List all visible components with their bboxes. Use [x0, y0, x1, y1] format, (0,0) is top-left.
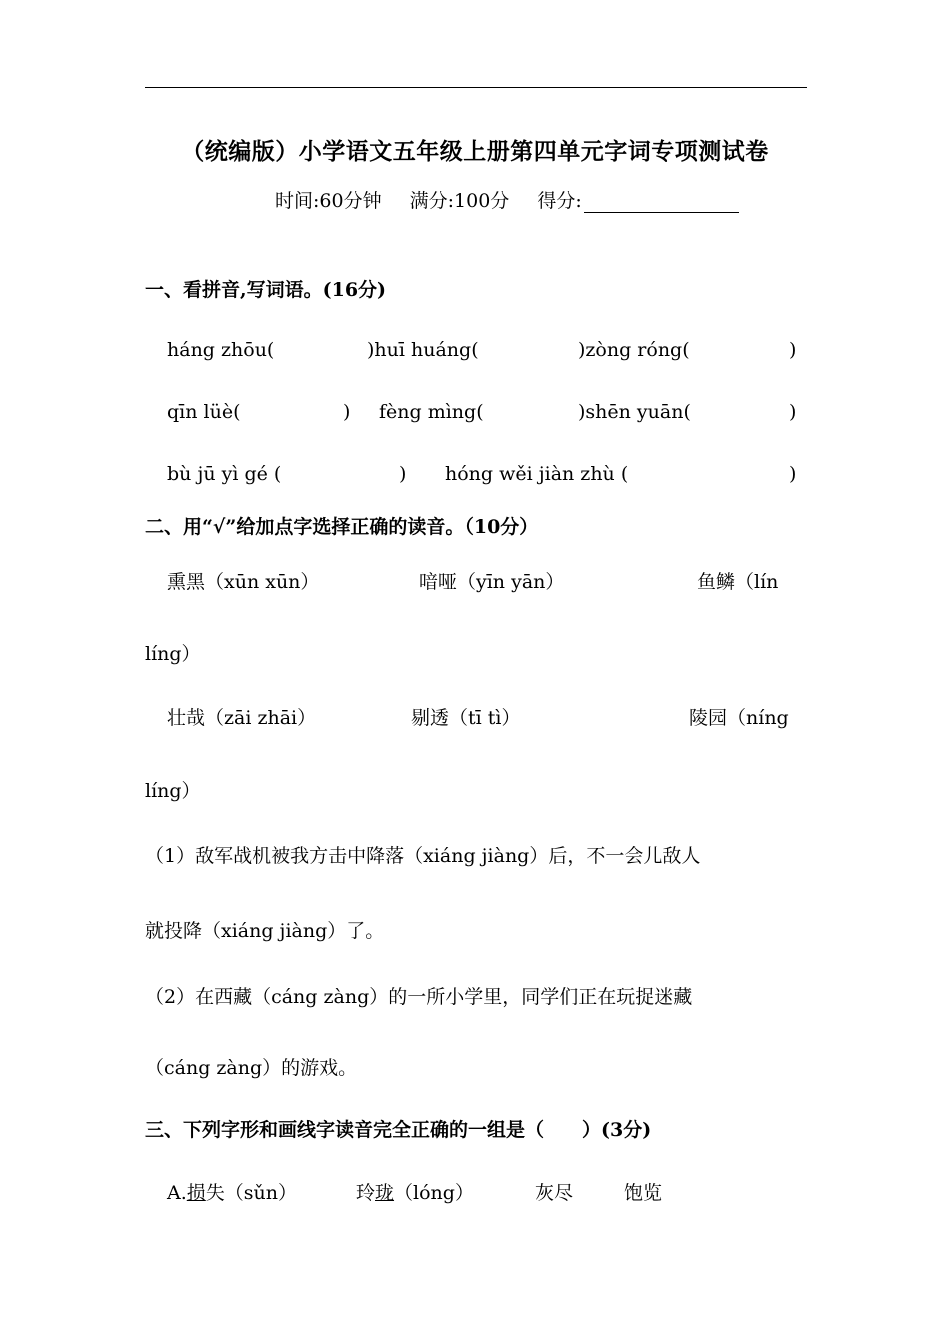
- reading-choice[interactable]: 陵园（níng: [689, 707, 789, 729]
- top-rule: [145, 87, 807, 88]
- pinyin-item: ): [789, 339, 797, 361]
- pinyin-item: )zòng róng(: [578, 339, 690, 361]
- sentence-1-line1: （1）敌军战机被我方击中降落（xiáng jiàng）后，不一会儿敌人: [145, 845, 701, 867]
- option-a-word2-rest: （lóng）: [394, 1182, 474, 1204]
- option-a-word4: 饱览: [624, 1182, 663, 1204]
- pinyin-item: ): [343, 401, 351, 423]
- reading-choice[interactable]: 鱼鳞（lín: [697, 571, 779, 593]
- option-a[interactable]: [167, 1178, 297, 1205]
- section3-heading: 三、下列字形和画线字读音完全正确的一组是（ ）(3分): [145, 1119, 652, 1141]
- exam-meta: [275, 186, 761, 213]
- full-score: 满分:100分: [409, 190, 510, 212]
- pinyin-item: ): [789, 401, 797, 423]
- sentence-1-line2: 就投降（xiáng jiàng）了。: [145, 920, 385, 942]
- option-a-word3: 灰尽: [535, 1182, 574, 1204]
- underlined-char: 珑: [375, 1182, 395, 1204]
- pinyin-item: hóng wěi jiàn zhù (: [445, 463, 629, 485]
- reading-choice-wrap: líng）: [145, 643, 201, 665]
- sentence-2-line2: （cáng zàng）的游戏。: [145, 1057, 358, 1079]
- option-a-word2-pre: 玲: [356, 1182, 376, 1204]
- pinyin-item: fèng mìng(: [379, 401, 484, 423]
- option-a-word2: [356, 1178, 474, 1205]
- pinyin-item: )huī huáng(: [367, 339, 479, 361]
- time-limit: 时间:60分钟: [275, 190, 382, 212]
- section2-heading: 二、用“√”给加点字选择正确的读音。（10分）: [145, 516, 539, 538]
- pinyin-item: ): [789, 463, 797, 485]
- underlined-char: 损: [186, 1182, 206, 1204]
- sentence-2-line1: （2）在西藏（cáng zàng）的一所小学里，同学们正在玩捉迷藏: [145, 986, 693, 1008]
- reading-choice[interactable]: 壮哉（zāi zhāi）: [167, 707, 317, 729]
- reading-choice[interactable]: 熏黑（xūn xūn）: [167, 571, 320, 593]
- reading-choice[interactable]: 剔透（tī tì）: [411, 707, 521, 729]
- score-label: 得分:: [537, 190, 582, 212]
- page-title: （统编版）小学语文五年级上册第四单元字词专项测试卷: [181, 138, 769, 165]
- pinyin-item: )shēn yuān(: [578, 401, 691, 423]
- option-a-word1: 失（sǔn）: [205, 1182, 298, 1204]
- score-blank[interactable]: [584, 194, 739, 213]
- reading-choice[interactable]: 喑哑（yīn yān）: [419, 571, 565, 593]
- pinyin-item: háng zhōu(: [167, 339, 275, 361]
- option-a-label: A.: [167, 1182, 187, 1204]
- pinyin-item: ): [399, 463, 407, 485]
- pinyin-item: qīn lüè(: [167, 401, 241, 423]
- section1-heading: 一、看拼音,写词语。(16分): [145, 279, 387, 301]
- pinyin-item: bù jū yì gé (: [167, 463, 282, 485]
- reading-choice-wrap: líng）: [145, 780, 201, 802]
